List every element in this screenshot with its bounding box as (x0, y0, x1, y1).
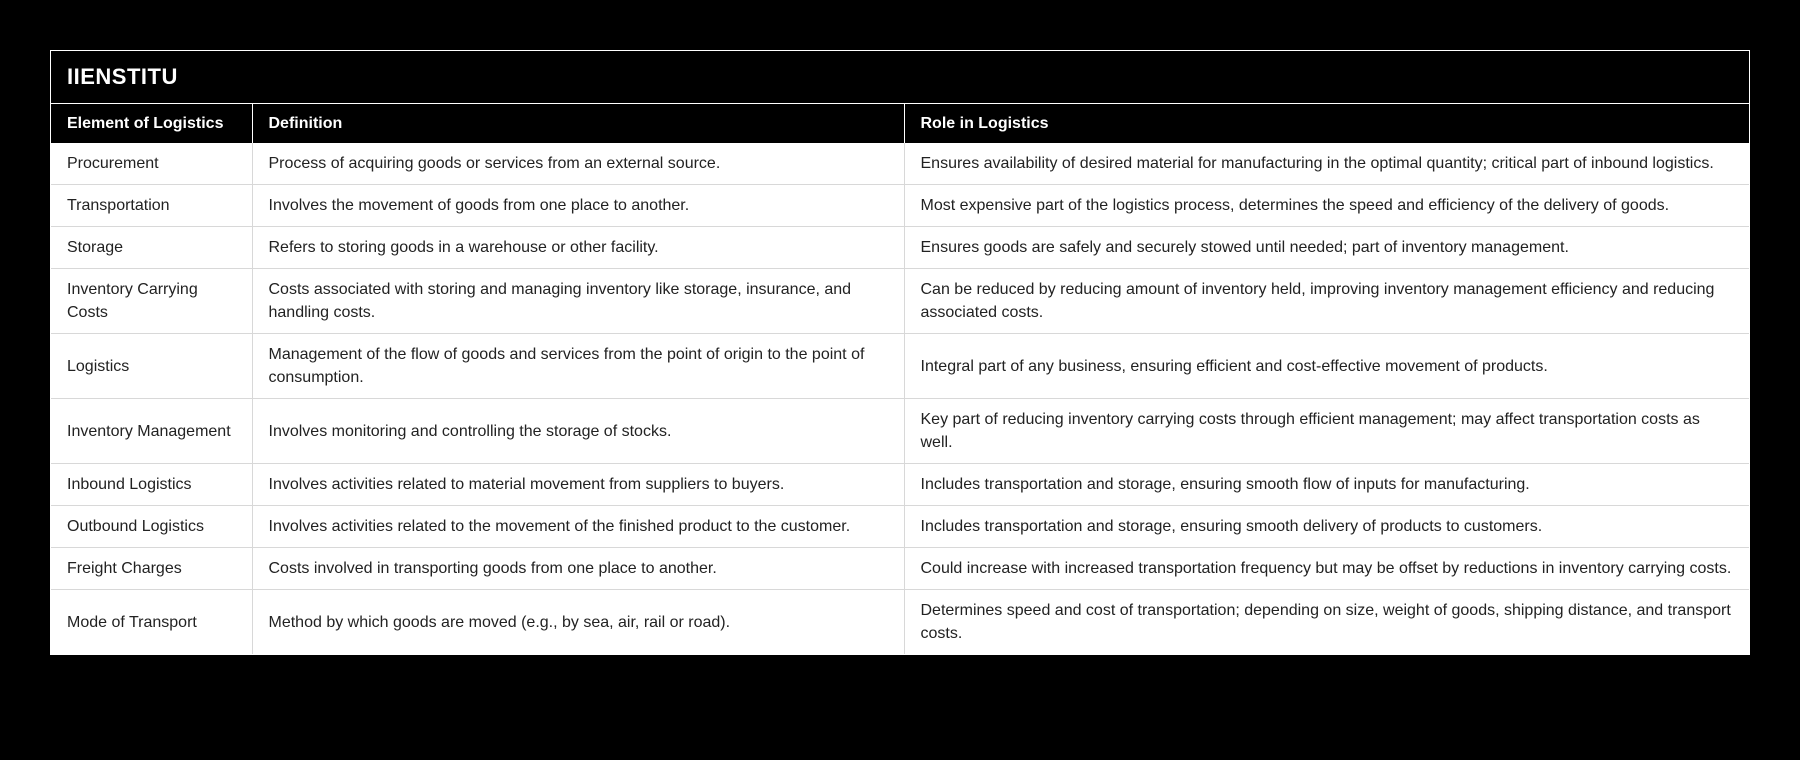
cell-element: Transportation (51, 185, 252, 227)
table-row (51, 548, 1749, 590)
column-header-definition: Definition (252, 104, 904, 143)
table-row (51, 506, 1749, 548)
cell-definition: Management of the flow of goods and services from the point of origin to the point of consumption. (252, 334, 904, 399)
cell-element: Inventory Carrying Costs (51, 269, 252, 334)
cell-element: Freight Charges (51, 548, 252, 590)
cell-definition: Involves monitoring and controlling the storage of stocks. (252, 399, 904, 464)
table-row (51, 185, 1749, 227)
cell-element: Inbound Logistics (51, 464, 252, 506)
cell-definition: Costs involved in transporting goods from one place to another. (252, 548, 904, 590)
table-row (51, 464, 1749, 506)
table-row (51, 334, 1749, 399)
cell-role: Could increase with increased transportation frequency but may be offset by reductions in inventory carrying costs. (904, 548, 1749, 590)
cell-definition: Process of acquiring goods or services from an external source. (252, 143, 904, 185)
table-row (51, 590, 1749, 655)
cell-element: Inventory Management (51, 399, 252, 464)
table-row (51, 399, 1749, 464)
cell-definition: Involves the movement of goods from one place to another. (252, 185, 904, 227)
cell-role: Includes transportation and storage, ensuring smooth delivery of products to customers. (904, 506, 1749, 548)
logistics-table-card (50, 50, 1750, 655)
brand-title: IIENSTITU (51, 51, 1749, 104)
cell-role: Integral part of any business, ensuring efficient and cost-effective movement of products. (904, 334, 1749, 399)
cell-role: Most expensive part of the logistics process, determines the speed and efficiency of the delivery of goods. (904, 185, 1749, 227)
cell-role: Key part of reducing inventory carrying costs through efficient management; may affect transportation costs as well. (904, 399, 1749, 464)
cell-role: Includes transportation and storage, ensuring smooth flow of inputs for manufacturing. (904, 464, 1749, 506)
cell-role: Ensures availability of desired material for manufacturing in the optimal quantity; critical part of inbound logistics. (904, 143, 1749, 185)
cell-element: Logistics (51, 334, 252, 399)
cell-definition: Method by which goods are moved (e.g., by sea, air, rail or road). (252, 590, 904, 655)
logistics-table (51, 104, 1749, 654)
table-row (51, 143, 1749, 185)
cell-element: Procurement (51, 143, 252, 185)
cell-definition: Refers to storing goods in a warehouse or other facility. (252, 227, 904, 269)
table-header-row (51, 104, 1749, 143)
cell-element: Outbound Logistics (51, 506, 252, 548)
cell-element: Mode of Transport (51, 590, 252, 655)
cell-element: Storage (51, 227, 252, 269)
table-row (51, 227, 1749, 269)
cell-definition: Costs associated with storing and managing inventory like storage, insurance, and handling costs. (252, 269, 904, 334)
cell-role: Determines speed and cost of transportation; depending on size, weight of goods, shipping distance, and transport costs. (904, 590, 1749, 655)
cell-role: Ensures goods are safely and securely stowed until needed; part of inventory management. (904, 227, 1749, 269)
column-header-element: Element of Logistics (51, 104, 252, 143)
column-header-role: Role in Logistics (904, 104, 1749, 143)
cell-definition: Involves activities related to the movement of the finished product to the customer. (252, 506, 904, 548)
cell-definition: Involves activities related to material movement from suppliers to buyers. (252, 464, 904, 506)
cell-role: Can be reduced by reducing amount of inventory held, improving inventory management efficiency and reducing associated costs. (904, 269, 1749, 334)
table-row (51, 269, 1749, 334)
